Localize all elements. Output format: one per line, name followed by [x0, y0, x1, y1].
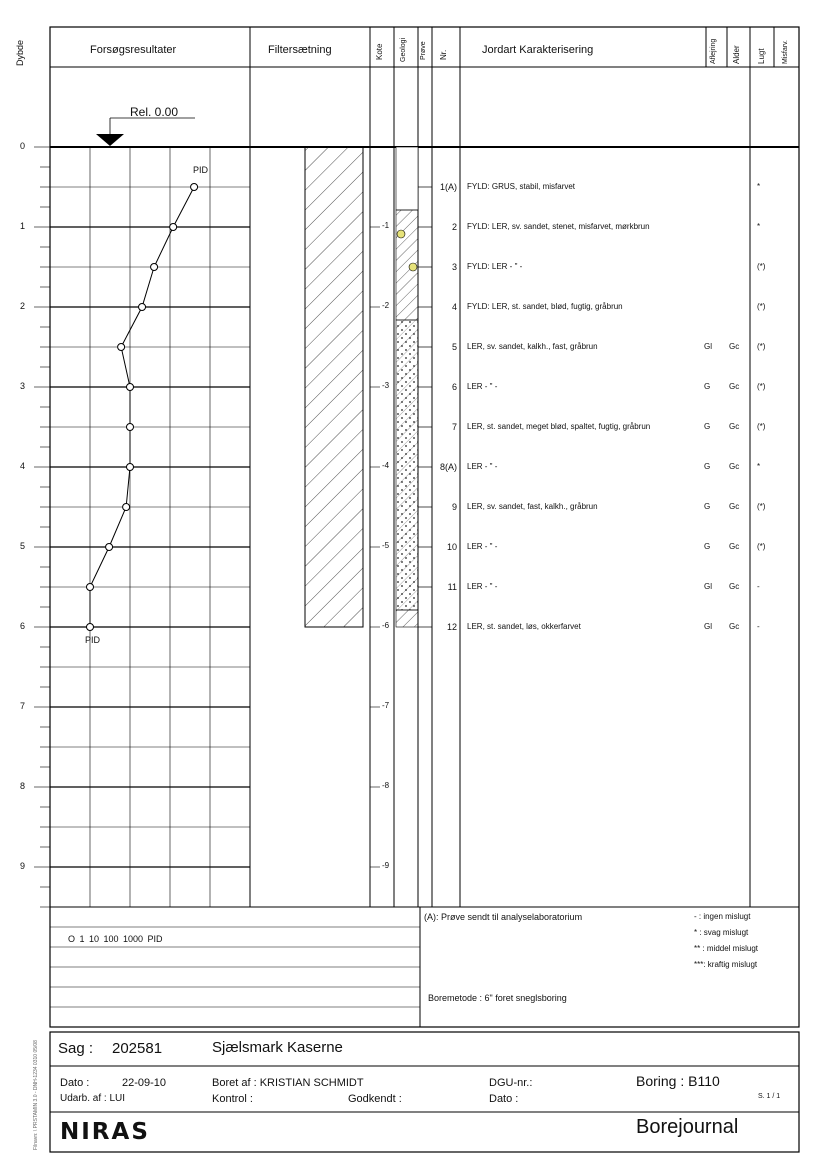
sample-lugt: (*)	[757, 542, 766, 551]
pid-chart	[87, 184, 198, 631]
legend-scale: O 1 10 100 1000 PID	[68, 934, 163, 944]
sample-lugt: *	[757, 182, 761, 191]
kote-label: -8	[382, 781, 390, 790]
sample-alder: Gc	[729, 582, 740, 591]
kote-label: -1	[382, 221, 390, 230]
side-filename: Filnavn: \ PRSTAMIN 3.0 - DNH-1234 0310 05/08	[33, 1040, 39, 1150]
sample-nr: 2	[451, 222, 457, 232]
pid-point	[139, 304, 146, 311]
project-name: Sjælsmark Kaserne	[212, 1039, 343, 1056]
kote-label: -6	[382, 621, 390, 630]
boring-id: Boring : B110	[636, 1073, 720, 1089]
pid-point	[106, 544, 113, 551]
legend-note: (A): Prøve sendt til analyselaboratorium	[424, 912, 583, 922]
sample-lugt: (*)	[757, 422, 766, 431]
sample-description: FYLD: GRUS, stabil, misfarvet	[467, 182, 576, 191]
sample-description: LER - " -	[467, 582, 498, 591]
sample-lugt: (*)	[757, 502, 766, 511]
sample-aflejring: G	[704, 462, 711, 471]
sample-aflejring: G	[704, 382, 711, 391]
sample-description: LER, st. sandet, meget blød, spaltet, fugtig, gråbrun	[467, 422, 651, 431]
sample-lugt: (*)	[757, 262, 766, 271]
header-geologi: Geologi	[400, 37, 407, 62]
sample-nr: 3	[451, 262, 457, 272]
pid-point	[118, 344, 125, 351]
header-lugt: Lugt	[757, 48, 766, 64]
sample-lugt: (*)	[757, 382, 766, 391]
pid-point	[127, 384, 134, 391]
header-misfarv: Misfarv.	[782, 40, 789, 64]
sample-alder: Gc	[729, 502, 740, 511]
sample-nr: 1(A)	[439, 182, 457, 192]
sample-aflejring: Gl	[704, 342, 712, 351]
kote-label: -7	[382, 701, 390, 710]
udarbejdet: Udarb. af : LUI	[60, 1093, 126, 1104]
sample-nr: 5	[451, 342, 457, 352]
depth-label: 3	[20, 381, 26, 391]
header-nr: Nr.	[439, 49, 448, 60]
header-kote: Kote	[375, 43, 384, 60]
sample-description: LER - " -	[467, 382, 498, 391]
niras-logo: NIRAS	[60, 1119, 150, 1145]
sample-lugt: *	[757, 222, 761, 231]
pid-point	[127, 424, 134, 431]
depth-label: 7	[20, 701, 26, 711]
lugt-legend-2: ** : middel mislugt	[694, 944, 759, 953]
geology-gravel	[396, 147, 418, 210]
sample-alder: Gc	[729, 422, 740, 431]
rel-marker-icon	[96, 134, 124, 146]
sample-lugt: -	[757, 582, 760, 591]
sag-number: 202581	[112, 1040, 163, 1057]
pid-label-top: PID	[193, 165, 209, 175]
header-aflejring: Aflejring	[710, 38, 717, 64]
header-proeve: Prøve	[420, 41, 427, 60]
sample-nr: 9	[451, 502, 457, 512]
sample-alder: Gc	[729, 622, 740, 631]
boret-af: Boret af : KRISTIAN SCHMIDT	[212, 1077, 364, 1089]
pid-point	[87, 624, 94, 631]
sample-description: LER, st. sandet, løs, okkerfarvet	[467, 622, 581, 631]
sample-nr: 8(A)	[439, 462, 457, 472]
page-number: S. 1 / 1	[758, 1093, 781, 1100]
sample-aflejring: G	[704, 542, 711, 551]
dato-label: Dato :	[60, 1077, 90, 1089]
sample-aflejring: G	[704, 502, 711, 511]
header-jordart: Jordart Karakterisering	[482, 44, 594, 56]
kote-label: -4	[382, 461, 390, 470]
dato2: Dato :	[489, 1093, 519, 1105]
depth-label: 5	[20, 541, 26, 551]
sag-label: Sag :	[58, 1040, 94, 1057]
header-dybde: Dybde	[15, 39, 25, 66]
sample-nr: 6	[451, 382, 457, 392]
header-alder: Alder	[732, 45, 741, 64]
sample-aflejring: Gl	[704, 582, 712, 591]
sample-marker	[409, 263, 417, 271]
kote-label: -9	[382, 861, 390, 870]
sample-alder: Gc	[729, 462, 740, 471]
depth-label: 0	[20, 141, 26, 151]
dgu-nr: DGU-nr.:	[489, 1077, 533, 1089]
kote-label: -2	[382, 301, 390, 310]
depth-label: 1	[20, 221, 26, 231]
sample-description: LER, sv. sandet, kalkh., fast, gråbrun	[467, 342, 598, 351]
sample-lugt: -	[757, 622, 760, 631]
sample-lugt: *	[757, 462, 761, 471]
kontrol: Kontrol :	[212, 1093, 253, 1105]
pid-point	[87, 584, 94, 591]
sample-description: FYLD: LER, st. sandet, blød, fugtig, gråbrun	[467, 302, 623, 311]
sample-nr: 4	[451, 302, 457, 312]
sample-alder: Gc	[729, 382, 740, 391]
header-forsoeg: Forsøgsresultater	[90, 44, 177, 56]
legend-method: Boremetode : 6" foret sneglsboring	[428, 993, 567, 1003]
kote-label: -5	[382, 541, 390, 550]
sample-aflejring: G	[704, 422, 711, 431]
sample-marker	[397, 230, 405, 238]
dato-value: 22-09-10	[122, 1077, 167, 1089]
pid-point	[170, 224, 177, 231]
sample-lugt: (*)	[757, 342, 766, 351]
depth-label: 2	[20, 301, 26, 311]
sample-aflejring: Gl	[704, 622, 712, 631]
depth-label: 6	[20, 621, 26, 631]
sample-description: LER - " -	[467, 462, 498, 471]
lugt-legend-3: ***: kraftig mislugt	[694, 960, 758, 969]
pid-point	[151, 264, 158, 271]
doc-title: Borejournal	[636, 1116, 739, 1138]
pid-label-bottom: PID	[85, 635, 101, 645]
pid-point	[123, 504, 130, 511]
pid-point	[191, 184, 198, 191]
lugt-legend-0: - : ingen mislugt	[694, 912, 751, 921]
sample-description: LER, sv. sandet, fast, kalkh., gråbrun	[467, 502, 598, 511]
sample-description: LER - " -	[467, 542, 498, 551]
rel-label: Rel. 0.00	[130, 105, 179, 119]
header-filter: Filtersætning	[268, 44, 332, 56]
sample-description: FYLD: LER - " -	[467, 262, 523, 271]
lugt-legend-1: * : svag mislugt	[694, 928, 749, 937]
sample-nr: 11	[447, 582, 457, 592]
depth-label: 9	[20, 861, 26, 871]
sample-description: FYLD: LER, sv. sandet, stenet, misfarvet, mørkbrun	[467, 222, 650, 231]
kote-label: -3	[382, 381, 390, 390]
sample-nr: 10	[446, 542, 457, 552]
filter-screen	[305, 147, 363, 627]
sample-nr: 7	[451, 422, 457, 432]
godkendt: Godkendt :	[348, 1093, 402, 1105]
depth-label: 8	[20, 781, 26, 791]
sample-alder: Gc	[729, 342, 740, 351]
sample-alder: Gc	[729, 542, 740, 551]
depth-label: 4	[20, 461, 26, 471]
sample-nr: 12	[446, 622, 457, 632]
pid-point	[127, 464, 134, 471]
pid-line	[90, 187, 194, 627]
sample-lugt: (*)	[757, 302, 766, 311]
